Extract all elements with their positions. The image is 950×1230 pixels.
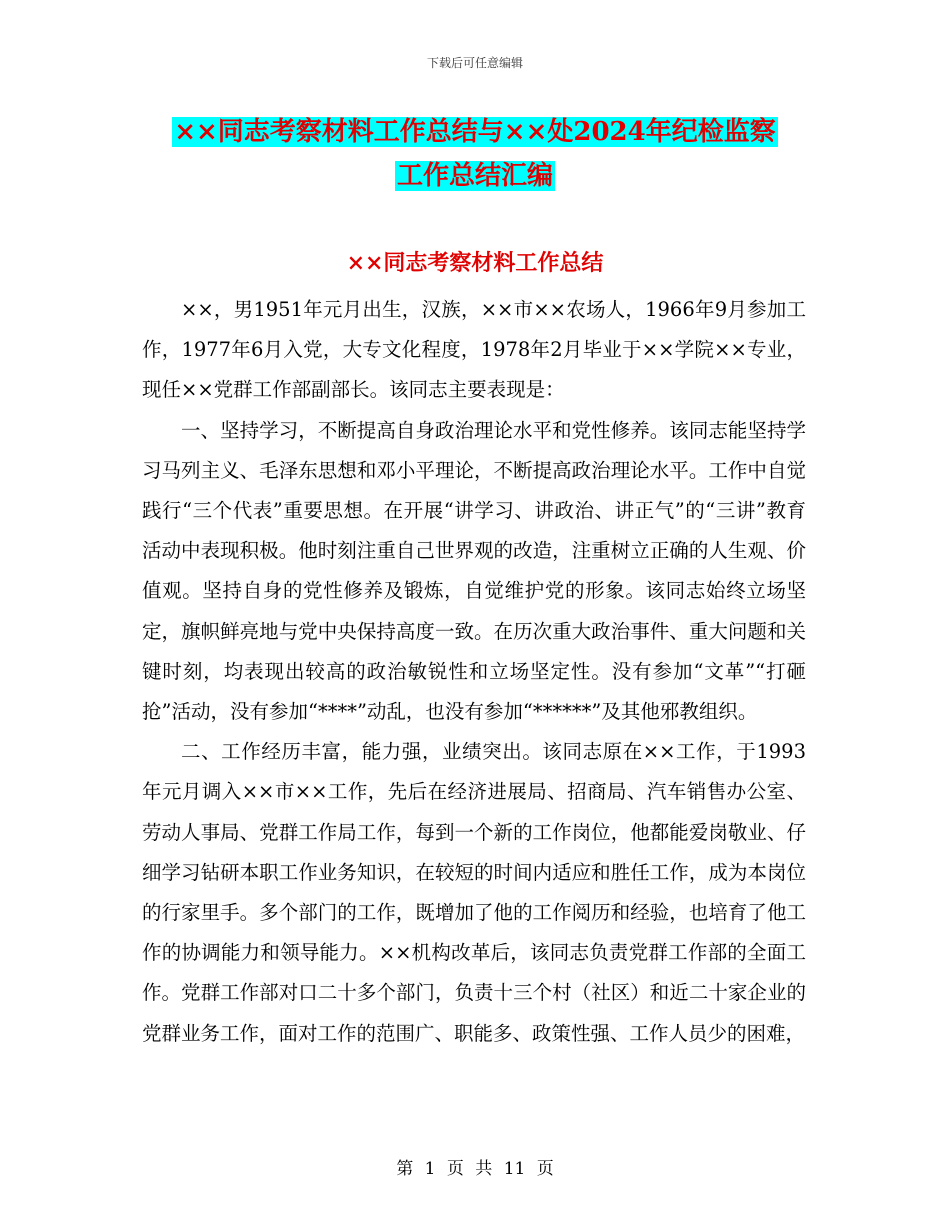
header-note: 下载后可任意编辑 bbox=[426, 56, 523, 70]
page-number-footer: 第 1 页 共 11 页 bbox=[396, 1159, 554, 1179]
title-line-2: 工作总结汇编 bbox=[396, 161, 553, 191]
section-title: ××同志考察材料工作总结 bbox=[346, 250, 604, 276]
paragraph-intro: ××，男1951年元月出生，汉族，××市××农场人，1966年9月参加工作，1977年6月入党，大专文化程度，1978年2月毕业于××学院××专业，现任××党群工作部副部长。该同志主要表现是： bbox=[142, 298, 806, 402]
document-title bbox=[0, 110, 950, 198]
title-line-1: ××同志考察材料工作总结与××处2024年纪检监察 bbox=[174, 117, 776, 147]
paragraph-section-2: 二、工作经历丰富，能力强，业绩突出。该同志原在××工作，于1993年元月调入××市××工作，先后在经济进展局、招商局、汽车销售办公室、劳动人事局、党群工作局工作，每到一个新的工作岗位，他都能爱岗敬业、仔细学习钻研本职工作业务知识，在较短的时间内适应和胜任工作，成为本岗位的行家里手。多个部门的工作，既增加了他的工作阅历和经验，也培育了他工作的协调能力和领导能力。××机构改革后，该同志负责党群工作部的全面工作。党群工作部对口二十多个部门，负责十三个村（社区）和近二十家企业的党群业务工作，面对工作的范围广、职能多、政策性强、工作人员少的困难， bbox=[142, 740, 806, 1045]
body-text bbox=[142, 290, 806, 1054]
paragraph-section-1: 一、坚持学习，不断提高自身政治理论水平和党性修养。该同志能坚持学习马列主义、毛泽东思想和邓小平理论，不断提高政治理论水平。工作中自觉践行“三个代表”重要思想。在开展“讲学习、讲政治、讲正气”的“三讲”教育活动中表现积极。他时刻注重自己世界观的改造，注重树立正确的人生观、价值观。坚持自身的党性修养及锻炼，自觉维护党的形象。该同志始终立场坚定，旗帜鲜亮地与党中央保持高度一致。在历次重大政治事件、重大问题和关键时刻，均表现出较高的政治敏锐性和立场坚定性。没有参加“文革”“打砸抢”活动，没有参加“****”动乱，也没有参加“******”及其他邪教组织。 bbox=[142, 418, 806, 724]
